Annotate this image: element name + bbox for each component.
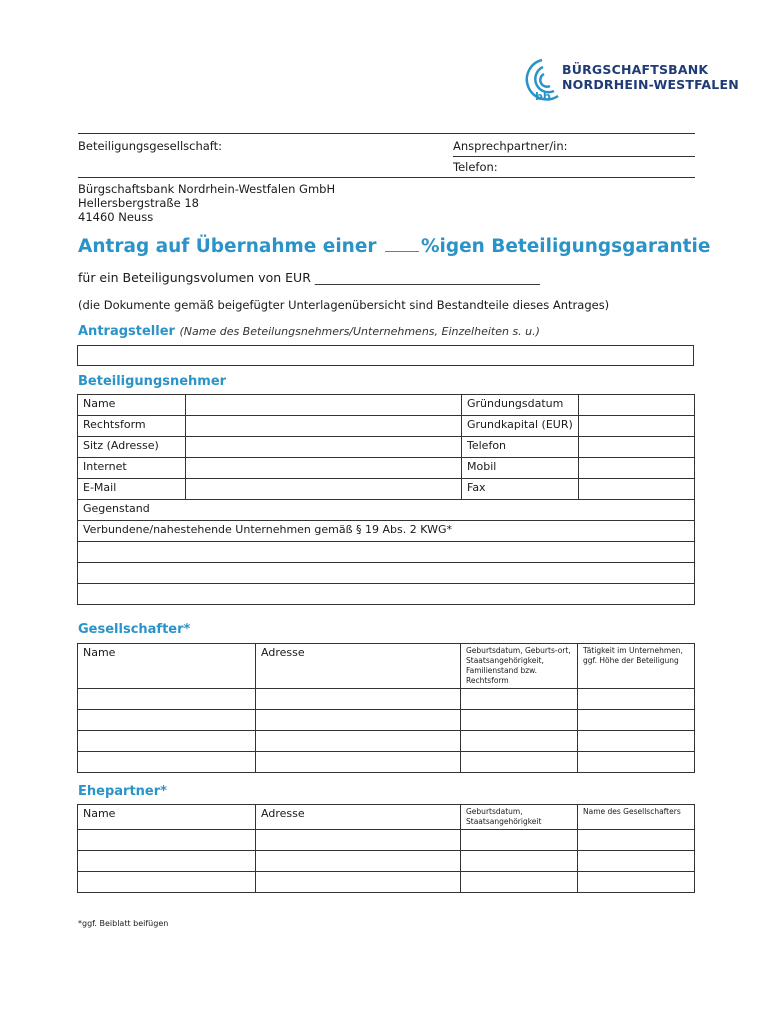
row-label: Name xyxy=(78,395,186,416)
cell-input[interactable] xyxy=(461,689,578,710)
row-label: Fax xyxy=(462,479,579,500)
row-label: Gründungsdatum xyxy=(462,395,579,416)
verbundene-field[interactable] xyxy=(78,584,695,605)
column-header-geburtsdatum: Geburtsdatum, Geburts-ort, Staatsangehörigkeit, Familienstand bzw. Rechtsform xyxy=(461,644,578,689)
table-row xyxy=(78,830,695,851)
subtitle: für ein Beteiligungsvolumen von EUR ____________________________________ xyxy=(78,270,540,285)
antragsteller-heading xyxy=(78,324,540,339)
cell-input[interactable] xyxy=(256,710,461,731)
page-title xyxy=(78,236,710,257)
mobil-field[interactable] xyxy=(579,458,695,479)
antragsteller-title: Antragsteller xyxy=(78,324,175,339)
table-row xyxy=(78,521,695,542)
address-line1: Bürgschaftsbank Nordrhein-Westfalen GmbH xyxy=(78,182,336,196)
email-field[interactable] xyxy=(186,479,462,500)
internet-field[interactable] xyxy=(186,458,462,479)
table-row xyxy=(78,416,695,437)
gesellschafter-heading: Gesellschafter* xyxy=(78,622,191,637)
row-label: Mobil xyxy=(462,458,579,479)
cell-input[interactable] xyxy=(578,731,695,752)
antragsteller-field[interactable] xyxy=(78,346,694,366)
verbundene-field[interactable] xyxy=(78,563,695,584)
percent-blank-field[interactable] xyxy=(385,237,419,252)
grundkapital-field[interactable] xyxy=(579,416,695,437)
table-row xyxy=(78,437,695,458)
cell-input[interactable] xyxy=(578,830,695,851)
antragsteller-table xyxy=(77,345,694,366)
gruendungsdatum-field[interactable] xyxy=(579,395,695,416)
name-field[interactable] xyxy=(186,395,462,416)
column-header-geburtsdatum: Geburtsdatum, Staatsangehörigkeit xyxy=(461,805,578,830)
cell-input[interactable] xyxy=(78,872,256,893)
cell-input[interactable] xyxy=(256,830,461,851)
cell-input[interactable] xyxy=(461,731,578,752)
cell-input[interactable] xyxy=(461,752,578,773)
address-line3: 41460 Neuss xyxy=(78,210,154,224)
row-label: Internet xyxy=(78,458,186,479)
cell-input[interactable] xyxy=(578,851,695,872)
cell-input[interactable] xyxy=(78,830,256,851)
title-before: Antrag auf Übernahme einer xyxy=(78,236,377,257)
telefon-field[interactable] xyxy=(579,437,695,458)
footnote: *ggf. Beiblatt beifügen xyxy=(78,919,169,928)
contact-rule xyxy=(453,156,695,157)
row-label: Grundkapital (EUR) xyxy=(462,416,579,437)
recipient-address xyxy=(78,182,335,224)
rechtsform-field[interactable] xyxy=(186,416,462,437)
cell-input[interactable] xyxy=(78,752,256,773)
cell-input[interactable] xyxy=(461,872,578,893)
cell-input[interactable] xyxy=(256,731,461,752)
table-row xyxy=(78,479,695,500)
cell-input[interactable] xyxy=(78,731,256,752)
cell-input[interactable] xyxy=(461,710,578,731)
table-header-row xyxy=(78,805,695,830)
cell-input[interactable] xyxy=(256,851,461,872)
table-row xyxy=(78,542,695,563)
column-header-taetigkeit: Tätigkeit im Unternehmen, ggf. Höhe der Beteiligung xyxy=(578,644,695,689)
row-label: Sitz (Adresse) xyxy=(78,437,186,458)
cell-input[interactable] xyxy=(78,710,256,731)
gegenstand-field[interactable]: Gegenstand xyxy=(78,500,695,521)
address-line2: Hellersbergstraße 18 xyxy=(78,196,199,210)
cell-input[interactable] xyxy=(578,752,695,773)
table-row xyxy=(78,851,695,872)
ehepartner-heading: Ehepartner* xyxy=(78,784,167,799)
column-header-adresse: Adresse xyxy=(256,805,461,830)
cell-input[interactable] xyxy=(461,851,578,872)
phone-label: Telefon: xyxy=(453,160,498,174)
cell-input[interactable] xyxy=(256,752,461,773)
contact-label: Ansprechpartner/in: xyxy=(453,139,568,153)
column-header-adresse: Adresse xyxy=(256,644,461,689)
table-row xyxy=(78,872,695,893)
fax-field[interactable] xyxy=(579,479,695,500)
beteiligungsnehmer-table xyxy=(77,394,695,605)
table-row xyxy=(78,500,695,521)
logo-text-line2: NORDRHEIN-WESTFALEN xyxy=(562,77,739,92)
beteiligungsnehmer-heading: Beteiligungsnehmer xyxy=(78,374,227,389)
table-row xyxy=(78,731,695,752)
documents-note: (die Dokumente gemäß beigefügter Unterlagenübersicht sind Bestandteile dieses Antrages) xyxy=(78,298,610,312)
table-row xyxy=(78,563,695,584)
column-header-name: Name xyxy=(78,644,256,689)
title-after: %igen Beteiligungsgarantie xyxy=(420,236,711,257)
table-row xyxy=(78,752,695,773)
row-label: E-Mail xyxy=(78,479,186,500)
row-label: Telefon xyxy=(462,437,579,458)
ehepartner-table xyxy=(77,804,695,893)
verbundene-label: Verbundene/nahestehende Unternehmen gemäß § 19 Abs. 2 KWG* xyxy=(78,521,695,542)
table-row xyxy=(78,689,695,710)
column-header-gesellschafter: Name des Gesellschafters xyxy=(578,805,695,830)
table-row xyxy=(78,395,695,416)
table-row xyxy=(78,710,695,731)
cell-input[interactable] xyxy=(578,710,695,731)
cell-input[interactable] xyxy=(78,851,256,872)
antragsteller-hint: (Name des Beteilungsnehmers/Unternehmens, Einzelheiten s. u.) xyxy=(179,325,540,338)
cell-input[interactable] xyxy=(78,689,256,710)
table-row xyxy=(78,584,695,605)
cell-input[interactable] xyxy=(256,689,461,710)
logo-text-line1: BÜRGSCHAFTSBANK xyxy=(562,62,709,77)
table-row xyxy=(78,458,695,479)
company-label: Beteiligungsgesellschaft: xyxy=(78,139,223,153)
cell-input[interactable] xyxy=(578,872,695,893)
table-header-row xyxy=(78,644,695,689)
column-header-name: Name xyxy=(78,805,256,830)
cell-input[interactable] xyxy=(578,689,695,710)
header-bottom-rule xyxy=(78,177,695,178)
row-label: Rechtsform xyxy=(78,416,186,437)
logo-emblem-icon xyxy=(524,56,560,108)
logo xyxy=(524,56,739,108)
svg-text:bb: bb xyxy=(535,90,551,103)
cell-input[interactable] xyxy=(256,872,461,893)
cell-input[interactable] xyxy=(461,830,578,851)
sitz-field[interactable] xyxy=(186,437,462,458)
verbundene-field[interactable] xyxy=(78,542,695,563)
header-top-rule xyxy=(78,133,695,134)
gesellschafter-table xyxy=(77,643,695,773)
